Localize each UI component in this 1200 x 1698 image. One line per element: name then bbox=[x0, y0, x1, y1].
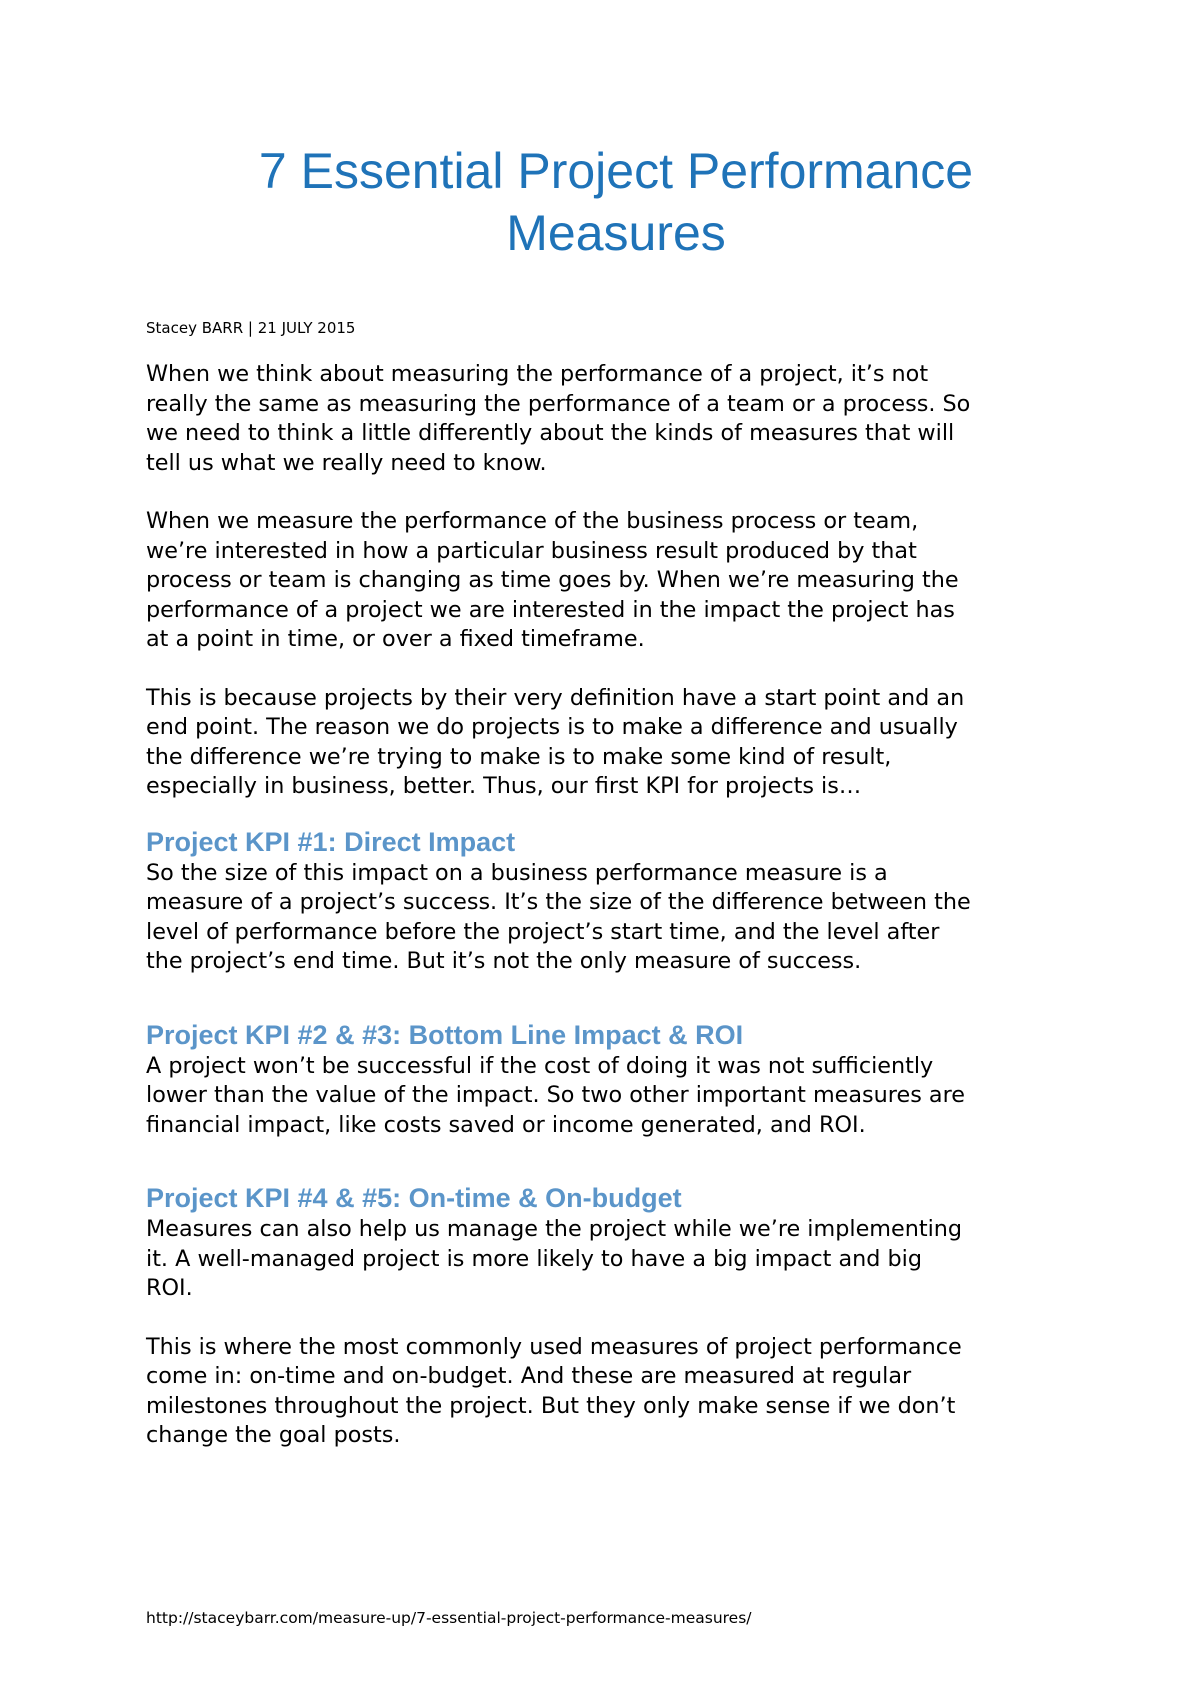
section-paragraph bbox=[146, 859, 1086, 977]
section-paragraph bbox=[146, 1052, 1086, 1141]
text-line: financial impact, like costs saved or income generated, and ROI. bbox=[146, 1111, 866, 1138]
publish-date: 21 JULY 2015 bbox=[257, 319, 356, 337]
text-line: milestones throughout the project. But they only make sense if we don’t bbox=[146, 1392, 956, 1419]
page-title bbox=[146, 140, 1086, 264]
text-line: This is where the most commonly used measures of project performance bbox=[146, 1333, 962, 1360]
section-heading-kpi-2-3: Project KPI #2 & #3: Bottom Line Impact & ROI bbox=[146, 1019, 744, 1050]
text-line: really the same as measuring the performance of a team or a process. So bbox=[146, 390, 971, 417]
text-line: especially in business, better. Thus, our first KPI for projects is… bbox=[146, 773, 862, 799]
section-paragraph bbox=[146, 1215, 1086, 1304]
text-line: performance of a project we are interested in the impact the project has bbox=[146, 596, 955, 623]
intro-paragraph-1 bbox=[146, 360, 1086, 478]
section-paragraph bbox=[146, 1333, 1086, 1451]
text-line: change the goal posts. bbox=[146, 1422, 401, 1448]
text-line: This is because projects by their very definition have a start point and an bbox=[146, 684, 965, 711]
text-line: level of performance before the project’s start time, and the level after bbox=[146, 918, 940, 945]
text-line: A project won’t be successful if the cost of doing it was not sufficiently bbox=[146, 1052, 934, 1079]
text-line: measure of a project’s success. It’s the size of the difference between the bbox=[146, 889, 971, 915]
text-line: lower than the value of the impact. So two other important measures are bbox=[146, 1082, 965, 1108]
text-line: So the size of this impact on a business performance measure is a bbox=[146, 859, 888, 886]
text-line: the difference we’re trying to make is to make some kind of result, bbox=[146, 743, 892, 770]
text-line: come in: on-time and on-budget. And these are measured at regular bbox=[146, 1363, 912, 1389]
author-name: Stacey BARR bbox=[146, 319, 244, 337]
section-heading-kpi-1: Project KPI #1: Direct Impact bbox=[146, 826, 516, 857]
intro-paragraph-2 bbox=[146, 507, 1086, 655]
byline bbox=[146, 318, 1086, 338]
title-line: Measures bbox=[506, 205, 726, 261]
text-line: process or team is changing as time goes by. When we’re measuring the bbox=[146, 567, 959, 593]
text-line: Measures can also help us manage the project while we’re implementing bbox=[146, 1216, 963, 1242]
text-line: the project’s end time. But it’s not the only measure of success. bbox=[146, 948, 862, 974]
text-line: tell us what we really need to know. bbox=[146, 449, 547, 476]
text-line: When we measure the performance of the business process or team, bbox=[146, 508, 919, 534]
intro-paragraph-3 bbox=[146, 684, 1086, 802]
title-line: 7 Essential Project Performance bbox=[258, 143, 974, 199]
text-line: it. A well-managed project is more likely to have a big impact and big bbox=[146, 1245, 923, 1272]
document-content bbox=[146, 140, 1086, 1451]
text-line: we’re interested in how a particular business result produced by that bbox=[146, 537, 917, 564]
section-heading-kpi-4-5: Project KPI #4 & #5: On-time & On-budget bbox=[146, 1183, 682, 1213]
text-line: When we think about measuring the performance of a project, it’s not bbox=[146, 361, 929, 387]
text-line: end point. The reason we do projects is to make a difference and usually bbox=[146, 714, 958, 740]
footer-url: http://staceybarr.com/measure-up/7-essential-project-performance-measures/ bbox=[146, 1609, 752, 1627]
text-line: we need to think a little differently about the kinds of measures that will bbox=[146, 420, 955, 446]
byline-separator: | bbox=[247, 319, 253, 337]
text-line: ROI. bbox=[146, 1275, 193, 1301]
text-line: at a point in time, or over a fixed timeframe. bbox=[146, 626, 645, 652]
